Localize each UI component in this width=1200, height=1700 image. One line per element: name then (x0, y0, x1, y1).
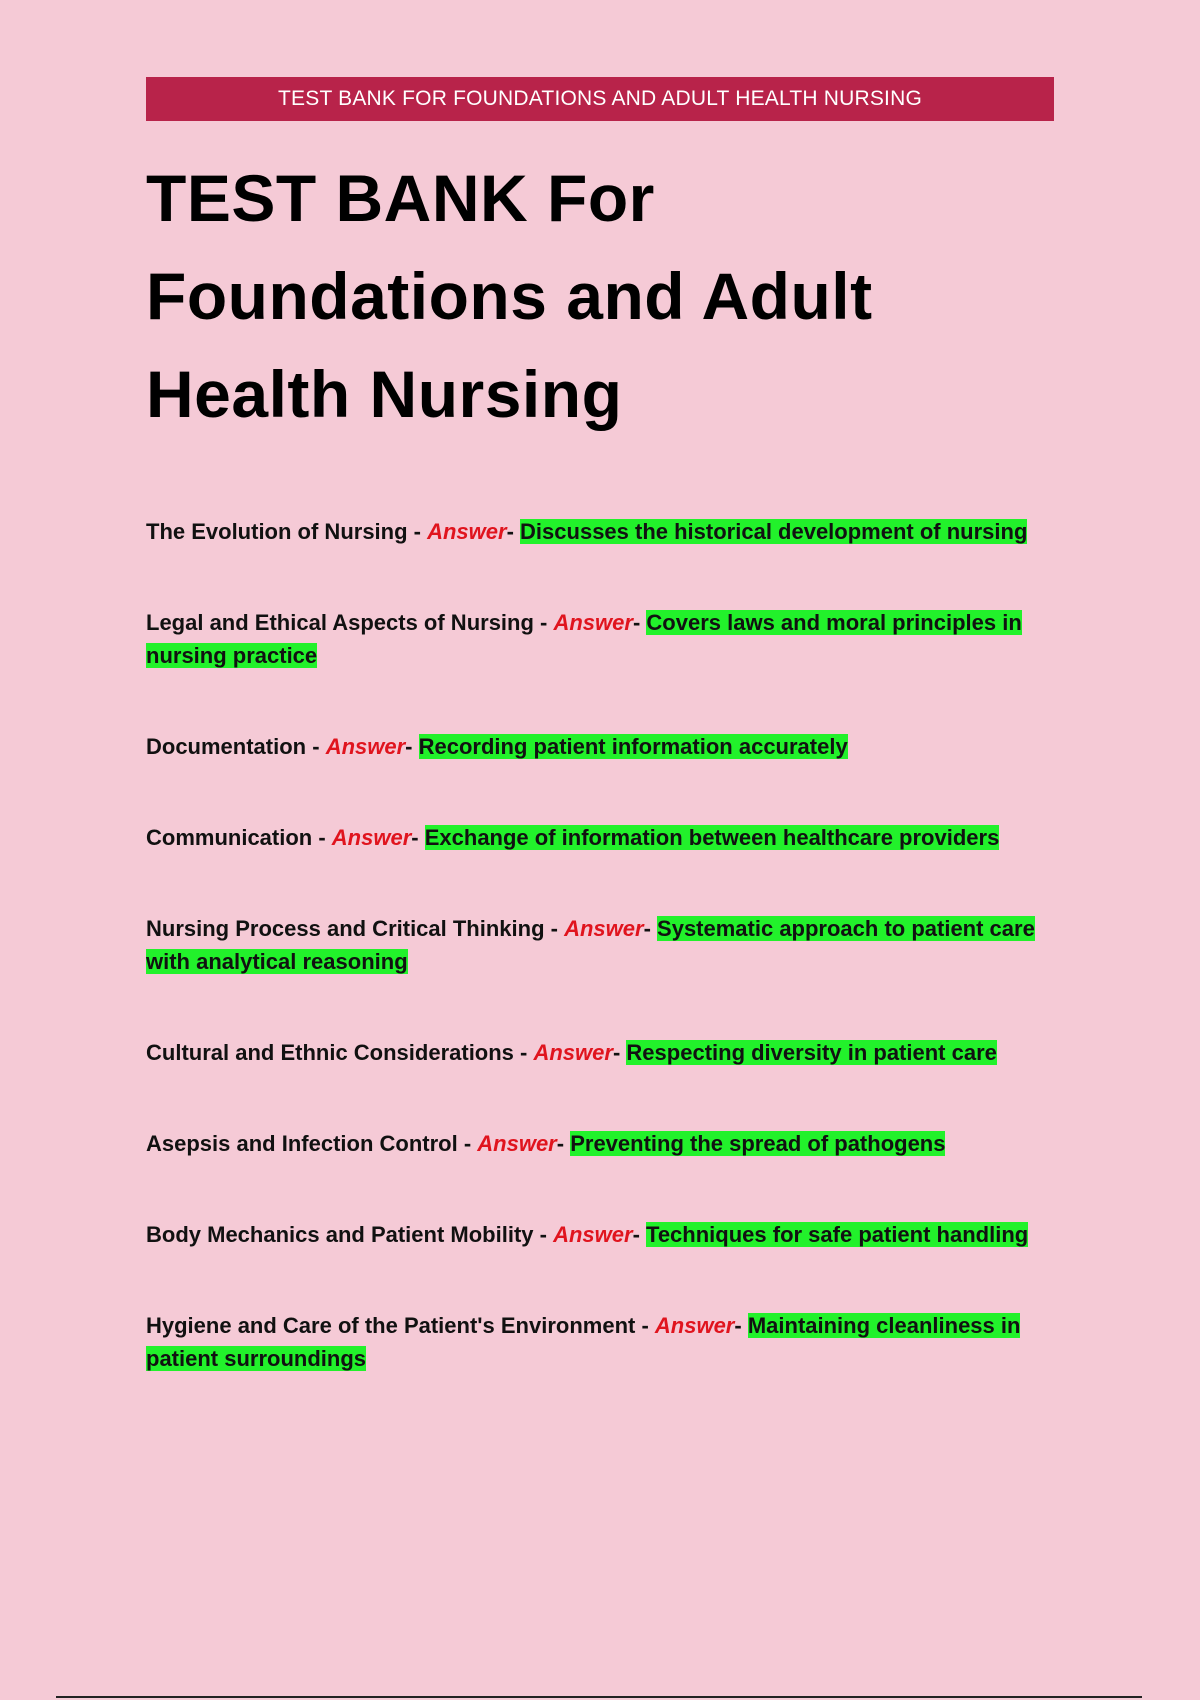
qa-definition: Systematic approach to patient care with analytical reasoning (146, 916, 1035, 974)
title-line-1: TEST BANK For (146, 161, 655, 235)
qa-item (146, 1127, 1054, 1160)
header-banner-text: TEST BANK FOR FOUNDATIONS AND ADULT HEALTH NURSING (278, 87, 922, 110)
qa-separator: - (635, 1313, 655, 1338)
qa-answer-label: Answer (477, 1131, 557, 1156)
qa-answer-dash: - (556, 1131, 571, 1156)
qa-answer-dash: - (405, 734, 419, 759)
qa-answer-label: Answer (533, 1040, 613, 1065)
qa-answer-dash: - (734, 1313, 748, 1338)
qa-item (146, 821, 1054, 854)
qa-answer-dash: - (632, 610, 647, 635)
qa-term: Body Mechanics and Patient Mobility (146, 1222, 534, 1247)
qa-answer-dash: - (506, 519, 521, 544)
document-title (146, 149, 1054, 443)
qa-term: Communication (146, 825, 313, 850)
title-line-3: Health Nursing (146, 357, 623, 431)
qa-definition: Techniques for safe patient handling (646, 1222, 1029, 1247)
qa-answer-label: Answer (553, 610, 633, 635)
qa-term: The Evolution of Nursing (146, 519, 408, 544)
qa-definition: Respecting diversity in patient care (626, 1040, 997, 1065)
qa-definition: Exchange of information between healthcare providers (424, 825, 1000, 850)
qa-answer-label: Answer (553, 1222, 633, 1247)
qa-item (146, 515, 1054, 548)
page-bottom-divider (56, 1696, 1142, 1698)
qa-term: Hygiene and Care of the Patient's Environment (146, 1313, 636, 1338)
qa-separator: - (306, 734, 326, 759)
qa-separator: - (407, 519, 428, 544)
qa-item (146, 912, 1054, 978)
qa-item (146, 1218, 1054, 1251)
qa-definition: Maintaining cleanliness in patient surroundings (146, 1313, 1021, 1371)
qa-answer-label: Answer (331, 825, 412, 850)
qa-separator: - (533, 1222, 554, 1247)
qa-term: Asepsis and Infection Control (146, 1131, 458, 1156)
qa-answer-dash: - (612, 1040, 627, 1065)
document-page (146, 77, 1054, 1375)
qa-separator: - (312, 825, 332, 850)
qa-definition: Preventing the spread of pathogens (570, 1131, 946, 1156)
qa-item (146, 1036, 1054, 1069)
title-line-2: Foundations and Adult (146, 259, 873, 333)
qa-item (146, 1309, 1054, 1375)
qa-answer-label: Answer (427, 519, 507, 544)
qa-answer-dash: - (643, 916, 658, 941)
qa-separator: - (457, 1131, 478, 1156)
qa-item (146, 606, 1054, 672)
qa-answer-dash: - (411, 825, 425, 850)
qa-term: Documentation (146, 734, 307, 759)
qa-term: Cultural and Ethnic Considerations (146, 1040, 514, 1065)
qa-definition: Recording patient information accurately (418, 734, 848, 759)
qa-answer-label: Answer (654, 1313, 735, 1338)
qa-answer-dash: - (632, 1222, 647, 1247)
qa-separator: - (513, 1040, 534, 1065)
qa-answer-label: Answer (564, 916, 644, 941)
qa-answer-label: Answer (325, 734, 406, 759)
qa-separator: - (533, 610, 554, 635)
qa-term: Nursing Process and Critical Thinking (146, 916, 545, 941)
qa-term: Legal and Ethical Aspects of Nursing (146, 610, 534, 635)
qa-definition: Discusses the historical development of nursing (520, 519, 1028, 544)
qa-separator: - (544, 916, 565, 941)
qa-item (146, 730, 1054, 763)
qa-list (146, 515, 1054, 1375)
header-banner (146, 77, 1054, 121)
qa-definition: Covers laws and moral principles in nursing practice (146, 610, 1022, 668)
